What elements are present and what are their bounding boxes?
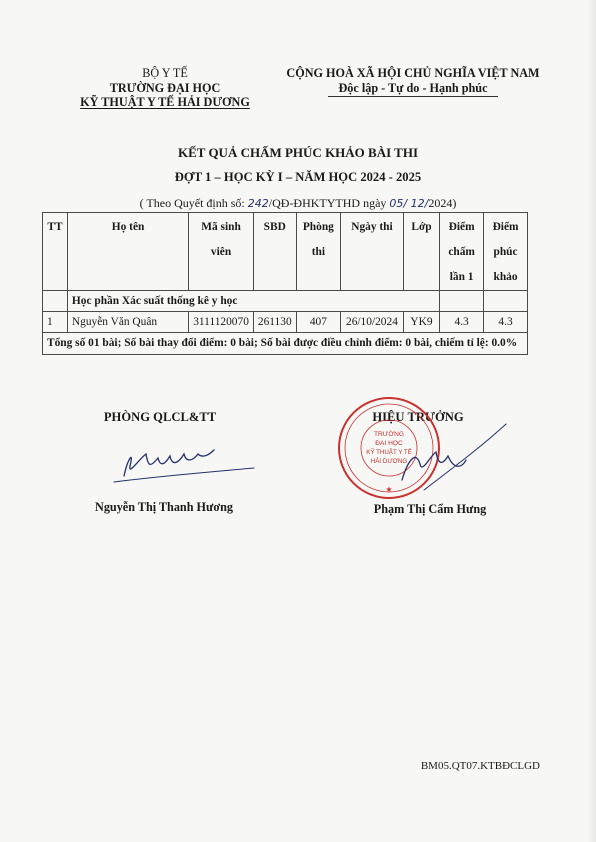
row-student-id: 3111120070 — [189, 312, 254, 333]
module-score2-cell — [484, 291, 528, 312]
ministry-name: BỘ Y TẾ — [142, 66, 188, 80]
issuer-header — [60, 66, 270, 110]
decision-middle: /QĐ-ĐHKTYTHD ngày — [268, 196, 390, 210]
national-header — [272, 66, 554, 97]
document-title: KẾT QUẢ CHẤM PHÚC KHẢO BÀI THI — [177, 145, 419, 160]
header-room: Phòng thi — [296, 213, 340, 291]
results-table — [42, 212, 528, 355]
scan-edge-shadow — [588, 0, 596, 842]
school-name-line1: TRƯỜNG ĐẠI HỌC — [109, 80, 221, 95]
header-sbd: SBD — [253, 213, 296, 291]
table-row — [43, 312, 528, 333]
summary-text: Tổng số 01 bài; Số bài thay đổi điểm: 0 bài; Số bài được điều chỉnh điểm: 0 bài, chiếm tỉ lệ: 0.0% — [43, 333, 528, 355]
table-header-row — [43, 213, 528, 291]
module-tt-cell — [43, 291, 68, 312]
header-student-id: Mã sinh viên — [189, 213, 254, 291]
decision-date: 05/ 12/ — [389, 197, 429, 210]
decision-prefix: ( Theo Quyết định số: — [139, 196, 248, 210]
module-row — [43, 291, 528, 312]
row-room: 407 — [296, 312, 340, 333]
header-score-review: Điểm phúc khảo — [484, 213, 528, 291]
header-score-first: Điểm chấm lần 1 — [440, 213, 484, 291]
decision-reference — [0, 196, 596, 211]
seal-text-line4: HẢI DƯƠNG — [370, 458, 408, 465]
row-class: YK9 — [403, 312, 439, 333]
left-signer-name: Nguyễn Thị Thanh Hương — [95, 500, 233, 514]
module-score1-cell — [440, 291, 484, 312]
row-tt: 1 — [43, 312, 68, 333]
header-class: Lớp — [403, 213, 439, 291]
row-exam-date: 26/10/2024 — [341, 312, 404, 333]
right-signer-title: HIỆU TRƯỞNG — [372, 410, 464, 424]
decision-number: 242 — [247, 197, 269, 210]
nation-name: CỘNG HOÀ XÃ HỘI CHỦ NGHĨA VIỆT NAM — [286, 66, 540, 80]
school-name-line2: KỸ THUẬT Y TẾ HẢI DƯƠNG — [80, 95, 250, 109]
motto-underline — [328, 96, 498, 97]
seal-star-icon: ★ — [385, 485, 393, 494]
national-motto: Độc lập - Tự do - Hạnh phúc — [338, 80, 488, 95]
form-code: BM05.QT07.KTBĐCLGD — [420, 760, 540, 772]
header-tt: TT — [43, 213, 68, 291]
row-score-first: 4.3 — [440, 312, 484, 333]
right-signer-name: Phạm Thị Cẩm Hưng — [373, 502, 487, 516]
module-name: Học phần Xác suất thống kê y học — [67, 291, 439, 312]
left-signer-title: PHÒNG QLCL&TT — [103, 410, 217, 424]
row-score-review: 4.3 — [484, 312, 528, 333]
right-handwritten-signature — [380, 420, 510, 506]
decision-suffix: 2024) — [428, 196, 457, 210]
header-name: Họ tên — [67, 213, 188, 291]
left-handwritten-signature — [100, 436, 260, 486]
row-sbd: 261130 — [253, 312, 296, 333]
seal-text-line1: TRƯỜNG — [374, 431, 404, 438]
summary-row — [43, 333, 528, 355]
document-subtitle: ĐỢT 1 – HỌC KỲ I – NĂM HỌC 2024 - 2025 — [174, 170, 422, 184]
row-name: Nguyễn Văn Quân — [67, 312, 188, 333]
seal-text-line2: ĐẠI HỌC — [375, 440, 403, 447]
seal-text-line3: KỸ THUẬT Y TẾ — [366, 449, 412, 456]
header-exam-date: Ngày thi — [341, 213, 404, 291]
